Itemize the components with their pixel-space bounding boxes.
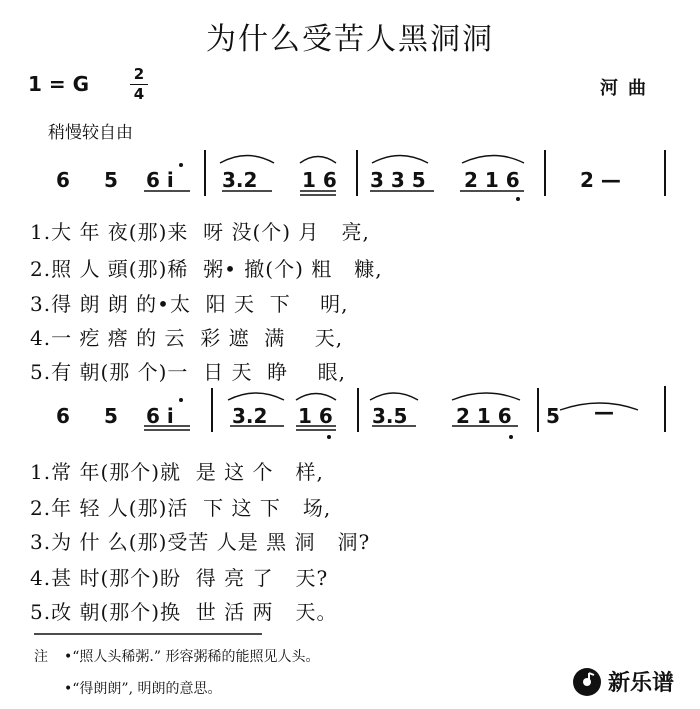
note-group: 1 6 [298, 404, 333, 428]
slur [370, 393, 418, 400]
note-group: 2 1 6 [464, 168, 520, 192]
footnote-2: •“得朗朗”, 明朗的意思。 [64, 681, 222, 697]
time-signature-bottom: 4 [133, 85, 145, 103]
note-group: 6 i [146, 168, 174, 192]
lyric-line: 1.常 年(那个)就 是 这 个 样, [30, 460, 324, 484]
slur [560, 403, 638, 410]
note-group: 3.2 [222, 168, 258, 192]
slur [462, 156, 524, 164]
note-group: 3.5 [372, 404, 408, 428]
octave-dot [179, 163, 183, 167]
footnote-1: •“照人头稀粥.” 形容粥稀的能照见人头。 [64, 649, 320, 665]
lyric-line: 4.甚 时(那个)盼 得 亮 了 天? [30, 566, 329, 590]
slur [452, 393, 520, 400]
octave-dot [509, 435, 513, 439]
octave-dot [179, 398, 183, 402]
tempo-marking: 稍慢较自由 [48, 123, 133, 143]
key-signature: 1 = G [28, 72, 90, 96]
note-group: 3.2 [232, 404, 268, 428]
note-group: 6 i [146, 404, 174, 428]
note-group: 5 [104, 168, 118, 192]
note-group: 1 6 [302, 168, 337, 192]
lyric-line: 1.大 年 夜(那)来 呀 没(个) 月 亮, [30, 220, 370, 244]
lyric-line: 2.照 人 頭(那)稀 粥• 撤(个) 粗 糠, [30, 257, 383, 281]
footnote-label: 注 [34, 649, 48, 665]
lyric-line: 3.得 朗 朗 的•太 阳 天 下 明, [30, 292, 349, 316]
lyric-line: 4.一 疙 瘩 的 云 彩 遮 满 天, [30, 326, 344, 350]
slur [372, 156, 428, 164]
slur [220, 156, 274, 164]
note-group: 2 — [580, 168, 621, 192]
note-group: 3 3 5 [370, 168, 426, 192]
note-group: — [594, 400, 614, 424]
note-group: 5 [104, 404, 118, 428]
note-group: 2 1 6 [456, 404, 512, 428]
note-group: 6 [56, 168, 70, 192]
lyric-line: 5.有 朝(那 个)一 日 天 睁 眼, [30, 360, 346, 384]
note-group: 5 [546, 404, 560, 428]
slur [228, 393, 284, 400]
watermark-text: 新乐谱 [608, 671, 675, 696]
song-origin: 河曲 [600, 78, 656, 99]
slur [300, 157, 336, 164]
slur [296, 394, 336, 401]
lyric-line: 5.改 朝(那个)换 世 活 两 天。 [30, 600, 338, 624]
lyric-line: 3.为 什 么(那)受苦 人是 黑 洞 洞? [30, 530, 371, 554]
note-group: 6 [56, 404, 70, 428]
octave-dot [516, 197, 520, 201]
lyric-line: 2.年 轻 人(那)活 下 这 下 场, [30, 496, 332, 520]
song-title: 为什么受苦人黑洞洞 [206, 22, 494, 57]
octave-dot [327, 435, 331, 439]
time-signature-top: 2 [133, 65, 145, 83]
